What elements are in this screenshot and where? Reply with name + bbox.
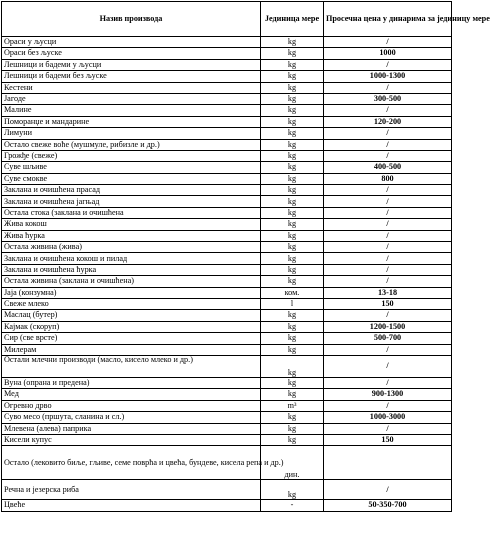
product-name-cell: Остало (лековито биље, гљиве, семе поврћа и цвећа, бундеве, кисела репа и др.) — [2, 446, 261, 480]
table-row — [2, 434, 452, 445]
product-name-cell: Поморанџе и мандарине — [2, 116, 261, 127]
price-cell: / — [324, 207, 452, 218]
product-name-cell: Жива ћурка — [2, 230, 261, 241]
unit-cell: kg — [261, 139, 324, 150]
table-row — [2, 185, 452, 196]
table-row — [2, 287, 452, 298]
price-cell: / — [324, 423, 452, 434]
product-name-cell: Милерам — [2, 344, 261, 355]
product-name-cell: Остали млечни производи (масло, кисело млеко и др.) — [2, 355, 261, 377]
unit-cell: kg — [261, 37, 324, 48]
table-row — [2, 230, 452, 241]
product-name-cell: Заклана и очишћена јагњад — [2, 196, 261, 207]
table-row — [2, 423, 452, 434]
table-row — [2, 116, 452, 127]
header-unit: Јединица мере — [261, 2, 324, 37]
unit-cell: kg — [261, 71, 324, 82]
product-name-cell: Малине — [2, 105, 261, 116]
table-row — [2, 37, 452, 48]
price-cell: 1000 — [324, 48, 452, 59]
unit-cell: kg — [261, 173, 324, 184]
price-cell: / — [324, 37, 452, 48]
unit-cell: kg — [261, 230, 324, 241]
price-cell: / — [324, 150, 452, 161]
table-row — [2, 48, 452, 59]
table-row — [2, 389, 452, 400]
header-product-name: Назив производа — [2, 2, 261, 37]
unit-cell: kg — [261, 423, 324, 434]
product-name-cell: Остала живина (заклана и очишћена) — [2, 276, 261, 287]
price-cell: / — [324, 185, 452, 196]
price-cell: / — [324, 276, 452, 287]
price-cell: 800 — [324, 173, 452, 184]
price-cell: 500-700 — [324, 333, 452, 344]
product-name-cell: Речна и језерска риба — [2, 480, 261, 500]
unit-cell: kg — [261, 242, 324, 253]
unit-cell: kg — [261, 82, 324, 93]
table-row — [2, 93, 452, 104]
unit-cell: kg — [261, 196, 324, 207]
product-name-cell: Ораси у љусци — [2, 37, 261, 48]
table-row — [2, 310, 452, 321]
price-cell — [324, 446, 452, 480]
price-cell: 1000-1300 — [324, 71, 452, 82]
product-name-cell: Сир (све врсте) — [2, 333, 261, 344]
product-name-cell: Кисели купус — [2, 434, 261, 445]
price-cell: / — [324, 105, 452, 116]
unit-cell: - — [261, 500, 324, 511]
table-row — [2, 150, 452, 161]
price-cell: / — [324, 400, 452, 411]
table-row — [2, 500, 452, 511]
unit-cell: kg — [261, 105, 324, 116]
table-row — [2, 219, 452, 230]
unit-cell: l — [261, 298, 324, 309]
table-row — [2, 298, 452, 309]
price-cell: 1200-1500 — [324, 321, 452, 332]
product-name-cell: Маслац (бутер) — [2, 310, 261, 321]
table-row — [2, 253, 452, 264]
product-name-cell: Кајмак (скоруп) — [2, 321, 261, 332]
unit-cell: kg — [261, 162, 324, 173]
table-row — [2, 446, 452, 480]
price-cell: / — [324, 344, 452, 355]
table-row — [2, 264, 452, 275]
price-cell: / — [324, 355, 452, 377]
table-row — [2, 105, 452, 116]
unit-cell: дин. — [261, 446, 324, 480]
table-body — [2, 37, 452, 512]
product-name-cell: Суво месо (пршута, сланина и сл.) — [2, 412, 261, 423]
product-name-cell: Лешници и бадеми без љуске — [2, 71, 261, 82]
table-row — [2, 321, 452, 332]
price-cell: 400-500 — [324, 162, 452, 173]
unit-cell: kg — [261, 344, 324, 355]
price-cell: 300-500 — [324, 93, 452, 104]
product-name-cell: Жива кокош — [2, 219, 261, 230]
product-name-cell: Огревно дрво — [2, 400, 261, 411]
price-cell: / — [324, 139, 452, 150]
product-name-cell: Заклана и очишћена кокош и пилад — [2, 253, 261, 264]
unit-cell: kg — [261, 276, 324, 287]
product-name-cell: Вуна (опрана и предена) — [2, 377, 261, 388]
product-name-cell: Цвеће — [2, 500, 261, 511]
product-name-cell: Ораси без љуске — [2, 48, 261, 59]
product-name-cell: Лешници и бадеми у љусци — [2, 59, 261, 70]
unit-cell: kg — [261, 93, 324, 104]
price-cell: / — [324, 253, 452, 264]
unit-cell: kg — [261, 480, 324, 500]
unit-cell: kg — [261, 355, 324, 377]
product-name-cell: Суве смокве — [2, 173, 261, 184]
table-row — [2, 196, 452, 207]
table-row — [2, 82, 452, 93]
table-row — [2, 242, 452, 253]
price-cell: / — [324, 219, 452, 230]
unit-cell: kg — [261, 59, 324, 70]
unit-cell: kg — [261, 207, 324, 218]
price-cell: 120-200 — [324, 116, 452, 127]
price-cell: 50-350-700 — [324, 500, 452, 511]
price-cell: 150 — [324, 298, 452, 309]
unit-cell: m³ — [261, 400, 324, 411]
product-name-cell: Остала стока (заклана и очишћена — [2, 207, 261, 218]
price-cell: 1000-3000 — [324, 412, 452, 423]
price-cell: / — [324, 82, 452, 93]
product-name-cell: Лимуни — [2, 128, 261, 139]
product-name-cell: Суве шљиве — [2, 162, 261, 173]
price-cell: / — [324, 377, 452, 388]
unit-cell: kg — [261, 150, 324, 161]
table-row — [2, 400, 452, 411]
product-name-cell: Остало свеже воће (мушмуле, рибизле и др.) — [2, 139, 261, 150]
price-cell: / — [324, 59, 452, 70]
price-cell: 900-1300 — [324, 389, 452, 400]
unit-cell: kg — [261, 185, 324, 196]
table-row — [2, 276, 452, 287]
product-name-cell: Остала живина (жива) — [2, 242, 261, 253]
product-name-cell: Млевена (алева) паприка — [2, 423, 261, 434]
product-name-cell: Заклана и очишћена ћурка — [2, 264, 261, 275]
unit-cell: kg — [261, 264, 324, 275]
table-row — [2, 207, 452, 218]
unit-cell: kg — [261, 310, 324, 321]
table-row — [2, 139, 452, 150]
unit-cell: kg — [261, 48, 324, 59]
product-name-cell: Кестени — [2, 82, 261, 93]
unit-cell: ком. — [261, 287, 324, 298]
product-name-cell: Јаја (конзумна) — [2, 287, 261, 298]
unit-cell: kg — [261, 333, 324, 344]
table-row — [2, 59, 452, 70]
unit-cell: kg — [261, 116, 324, 127]
unit-cell: kg — [261, 412, 324, 423]
table-row — [2, 377, 452, 388]
table-row — [2, 480, 452, 500]
price-cell: / — [324, 310, 452, 321]
price-cell: 150 — [324, 434, 452, 445]
price-cell: / — [324, 128, 452, 139]
product-name-cell: Грожђе (свеже) — [2, 150, 261, 161]
table-row — [2, 355, 452, 377]
price-cell: / — [324, 230, 452, 241]
price-table — [1, 1, 490, 512]
unit-cell: kg — [261, 219, 324, 230]
unit-cell: kg — [261, 253, 324, 264]
table-row — [2, 173, 452, 184]
product-name-cell: Заклана и очишћена прасад — [2, 185, 261, 196]
unit-cell: kg — [261, 321, 324, 332]
product-name-cell: Свеже млеко — [2, 298, 261, 309]
price-cell: / — [324, 264, 452, 275]
price-cell: / — [324, 242, 452, 253]
unit-cell: kg — [261, 389, 324, 400]
unit-cell: kg — [261, 434, 324, 445]
table-row — [2, 128, 452, 139]
price-cell: / — [324, 480, 452, 500]
table-row — [2, 71, 452, 82]
header-average-price: Просечна цена у динарима за јединицу мере — [324, 2, 452, 37]
unit-cell: kg — [261, 377, 324, 388]
product-name-cell: Мед — [2, 389, 261, 400]
price-cell: 13-18 — [324, 287, 452, 298]
price-cell: / — [324, 196, 452, 207]
table-row — [2, 412, 452, 423]
table-row — [2, 344, 452, 355]
product-name-cell: Јагоде — [2, 93, 261, 104]
header-row — [2, 2, 452, 37]
table-row — [2, 162, 452, 173]
table-row — [2, 333, 452, 344]
unit-cell: kg — [261, 128, 324, 139]
